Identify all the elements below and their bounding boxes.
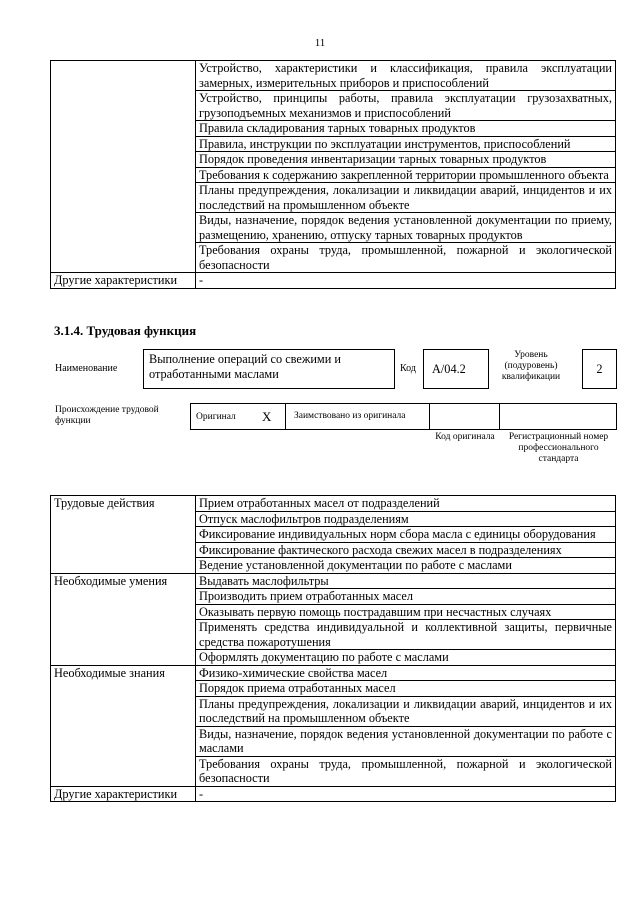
knowledge-item: Требования охраны труда, промышленной, пожарной и экологической безопасности [196, 243, 616, 273]
level-label: Уровень (подуровень) квалификации [501, 350, 561, 382]
empty-label-cell [51, 61, 196, 273]
origin-label: Происхождение трудовой функции [55, 405, 159, 426]
original-code-cell [430, 403, 500, 430]
skill-item: Применять средства индивидуальной и коллективной защиты, первичные средства пожаротушения [196, 620, 616, 650]
skill-item: Производить прием отработанных масел [196, 589, 616, 605]
group-label-skills: Необходимые умения [51, 573, 196, 665]
registration-number-cell [500, 403, 617, 430]
page-number: 11 [314, 37, 326, 49]
labor-action-item: Ведение установленной документации по работе с маслами [196, 558, 616, 574]
function-code-value: А/04.2 [423, 349, 489, 389]
name-label: Наименование [55, 363, 118, 374]
borrowed-label: Заимствовано из оригинала [294, 411, 406, 421]
skill-item: Оформлять документацию по работе с маслами [196, 650, 616, 666]
other-characteristics-label: Другие характеристики [51, 273, 196, 289]
knowledge-item: Требования охраны труда, промышленной, пожарной и экологической безопасности [196, 756, 616, 786]
original-code-caption: Код оригинала [435, 432, 495, 442]
group-label-knowledge: Необходимые знания [51, 665, 196, 786]
knowledge-item: Физико-химические свойства масел [196, 665, 616, 681]
labor-action-item: Фиксирование фактического расхода свежих масел в подразделениях [196, 542, 616, 558]
knowledge-item: Планы предупреждения, локализации и ликвидации аварий, инцидентов и их последствий на промышленном объекте [196, 183, 616, 213]
labor-action-item: Отпуск маслофильтров подразделениям [196, 511, 616, 527]
original-mark: Х [262, 409, 272, 424]
skill-item: Выдавать маслофильтры [196, 573, 616, 589]
labor-action-item: Фиксирование индивидуальных норм сбора масла с единицы оборудования [196, 527, 616, 543]
level-value: 2 [582, 349, 617, 389]
knowledge-item: Правила, инструкции по эксплуатации инструментов, приспособлений [196, 136, 616, 152]
original-label: Оригинал [196, 412, 236, 422]
other-characteristics-value: - [196, 786, 616, 802]
skill-item: Оказывать первую помощь пострадавшим при несчастных случаях [196, 604, 616, 620]
knowledge-item: Виды, назначение, порядок ведения установленной документации по работе с маслами [196, 726, 616, 756]
labor-function-table [50, 495, 616, 802]
function-name-value: Выполнение операций со свежими и отработанными маслами [143, 349, 395, 389]
labor-action-item: Прием отработанных масел от подразделений [196, 496, 616, 512]
knowledge-item: Устройство, характеристики и классификация, правила эксплуатации замерных, измерительных приборов и приспособлений [196, 61, 616, 91]
knowledge-item: Планы предупреждения, локализации и ликвидации аварий, инцидентов и их последствий на промышленном объекте [196, 696, 616, 726]
code-label: Код [400, 363, 416, 374]
section-heading: 3.1.4. Трудовая функция [54, 323, 197, 338]
registration-number-caption: Регистрационный номер профессионального стандарта [508, 432, 609, 464]
other-characteristics-value: - [196, 273, 616, 289]
knowledge-item: Требования к содержанию закрепленной территории промышленного объекта [196, 167, 616, 183]
borrowed-cell [285, 403, 430, 430]
continued-knowledge-table [50, 60, 616, 289]
knowledge-item: Порядок приема отработанных масел [196, 681, 616, 697]
other-characteristics-label: Другие характеристики [51, 786, 196, 802]
knowledge-item: Виды, назначение, порядок ведения установленной документации по приему, размещению, хранению, отпуску тарных товарных продуктов [196, 213, 616, 243]
group-label-actions: Трудовые действия [51, 496, 196, 574]
knowledge-item: Устройство, принципы работы, правила эксплуатации грузозахватных, грузоподъемных механизмов и приспособлений [196, 91, 616, 121]
knowledge-item: Порядок проведения инвентаризации тарных товарных продуктов [196, 152, 616, 168]
knowledge-item: Правила складирования тарных товарных продуктов [196, 121, 616, 137]
